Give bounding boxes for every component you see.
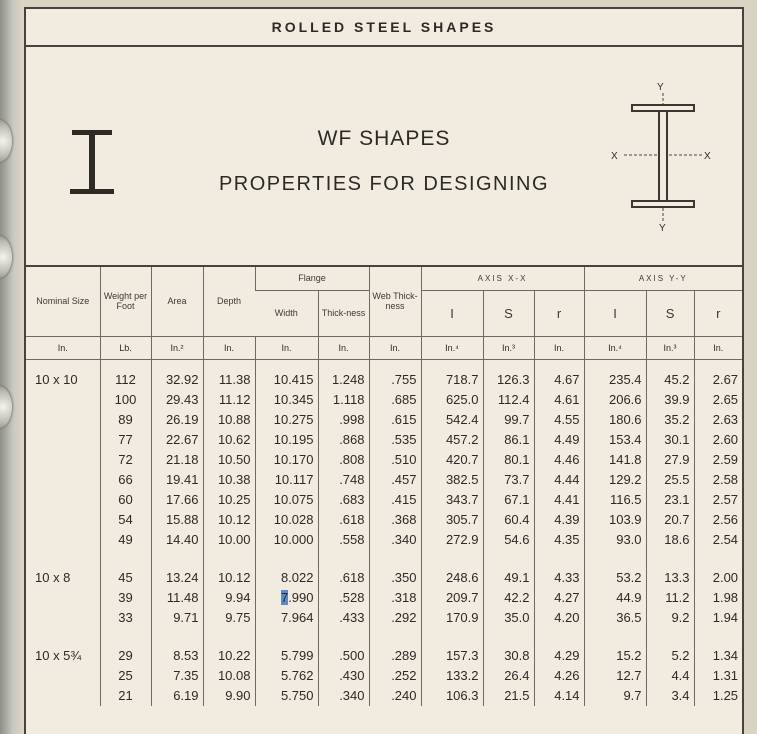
table-cell: 19.41 <box>151 470 203 490</box>
table-cell: 10.345 <box>255 390 318 410</box>
table-cell: 22.67 <box>151 430 203 450</box>
col-s-xx: S <box>483 290 534 336</box>
col-r-xx: r <box>534 290 584 336</box>
table-cell: 10.170 <box>255 450 318 470</box>
nominal-size-cell <box>26 686 100 706</box>
table-cell: .685 <box>369 390 421 410</box>
table-cell: 542.4 <box>421 410 483 430</box>
table-cell: 35.2 <box>646 410 694 430</box>
table-cell: 11.12 <box>203 390 255 410</box>
text-cursor-highlight: 7 <box>280 590 289 605</box>
table-cell: 9.71 <box>151 608 203 628</box>
table-cell: 93.0 <box>584 530 646 550</box>
table-cell: 30.8 <box>483 646 534 666</box>
table-cell: 10.075 <box>255 490 318 510</box>
spacer-cell <box>483 550 534 568</box>
table-cell: 1.94 <box>694 608 742 628</box>
table-cell: .528 <box>318 588 369 608</box>
table-cell: 112 <box>100 370 151 390</box>
table-cell: .318 <box>369 588 421 608</box>
table-cell: 21.18 <box>151 450 203 470</box>
shape-subtitle: PROPERTIES FOR DESIGNING <box>218 173 550 195</box>
table-cell: 112.4 <box>483 390 534 410</box>
table-cell: 10.22 <box>203 646 255 666</box>
table-cell: 10.08 <box>203 666 255 686</box>
nominal-size-cell <box>26 450 100 470</box>
table-cell: .252 <box>369 666 421 686</box>
row-spacer <box>26 550 742 568</box>
table-cell: 4.41 <box>534 490 584 510</box>
table-row <box>26 510 742 530</box>
spacer-cell <box>584 550 646 568</box>
table-cell: 27.9 <box>646 450 694 470</box>
table-cell: 100 <box>100 390 151 410</box>
table-cell: .350 <box>369 568 421 588</box>
table-cell: 21 <box>100 686 151 706</box>
title-area <box>26 47 742 269</box>
table-cell: 10.50 <box>203 450 255 470</box>
table-cell: 36.5 <box>584 608 646 628</box>
col-weight: Weight per Foot <box>100 266 151 336</box>
table-cell: 80.1 <box>483 450 534 470</box>
spacer-cell <box>483 628 534 646</box>
spacer-cell <box>100 550 151 568</box>
spacer-cell <box>534 359 584 370</box>
table-cell: .868 <box>318 430 369 450</box>
spacer-cell <box>151 359 203 370</box>
table-cell: 2.67 <box>694 370 742 390</box>
spacer-cell <box>421 628 483 646</box>
row-spacer <box>26 628 742 646</box>
table-cell: 10.415 <box>255 370 318 390</box>
binder-ring-3 <box>0 386 12 428</box>
table-cell: 4.26 <box>534 666 584 686</box>
table-cell: 11.2 <box>646 588 694 608</box>
row-spacer <box>26 359 742 370</box>
table-row <box>26 608 742 628</box>
nominal-size-cell <box>26 666 100 686</box>
table-cell: 11.48 <box>151 588 203 608</box>
table-cell: 4.33 <box>534 568 584 588</box>
nominal-size-cell: 10 x 5¾ <box>35 648 82 663</box>
table-cell: 60.4 <box>483 510 534 530</box>
nominal-size-cell <box>26 490 100 510</box>
table-cell: 4.35 <box>534 530 584 550</box>
table-cell: 45 <box>100 568 151 588</box>
spacer-cell <box>100 628 151 646</box>
table-cell: .808 <box>318 450 369 470</box>
table-cell: 13.3 <box>646 568 694 588</box>
spacer-cell <box>255 359 318 370</box>
table-cell: .433 <box>318 608 369 628</box>
table-cell: .998 <box>318 410 369 430</box>
table-cell: 10.62 <box>203 430 255 450</box>
table-cell: 72 <box>100 450 151 470</box>
table-cell: 49 <box>100 530 151 550</box>
table-cell: 2.00 <box>694 568 742 588</box>
table-cell: .535 <box>369 430 421 450</box>
table-cell: 5.799 <box>255 646 318 666</box>
table-cell: 2.54 <box>694 530 742 550</box>
table-cell: 5.750 <box>255 686 318 706</box>
table-cell: 1.248 <box>318 370 369 390</box>
table-cell: 10.88 <box>203 410 255 430</box>
table-cell: 18.6 <box>646 530 694 550</box>
spacer-cell <box>203 628 255 646</box>
spacer-cell <box>318 550 369 568</box>
nominal-size-cell <box>26 588 100 608</box>
table-cell: 625.0 <box>421 390 483 410</box>
table-cell: .340 <box>369 530 421 550</box>
nominal-size-cell <box>26 410 100 430</box>
table-cell: 4.20 <box>534 608 584 628</box>
table-cell: .430 <box>318 666 369 686</box>
table-cell: 457.2 <box>421 430 483 450</box>
table-cell: .340 <box>318 686 369 706</box>
y-axis-label-top: Y <box>657 82 664 93</box>
table-row <box>26 370 742 390</box>
table-cell: .457 <box>369 470 421 490</box>
table-cell: 25.5 <box>646 470 694 490</box>
axis-xx-header: AXIS X-X <box>421 266 584 290</box>
table-cell: .240 <box>369 686 421 706</box>
col-nominal-size: Nominal Size <box>26 266 100 336</box>
spacer-cell <box>26 550 100 568</box>
table-cell: 77 <box>100 430 151 450</box>
spacer-cell <box>26 628 100 646</box>
table-cell: 49.1 <box>483 568 534 588</box>
table-row <box>26 430 742 450</box>
unit-cell: In. <box>255 336 318 359</box>
table-cell: 4.39 <box>534 510 584 530</box>
col-depth: Depth <box>203 266 255 336</box>
table-cell: 39.9 <box>646 390 694 410</box>
table-cell: 4.46 <box>534 450 584 470</box>
table-cell: 39 <box>100 588 151 608</box>
table-cell: 7.35 <box>151 666 203 686</box>
table-cell: .500 <box>318 646 369 666</box>
table-cell: 106.3 <box>421 686 483 706</box>
table-cell: 116.5 <box>584 490 646 510</box>
table-cell: 10.195 <box>255 430 318 450</box>
table-cell: 4.29 <box>534 646 584 666</box>
table-row <box>26 470 742 490</box>
table-cell: 5.762 <box>255 666 318 686</box>
table-cell: 180.6 <box>584 410 646 430</box>
table-cell: 11.38 <box>203 370 255 390</box>
table-cell: 20.7 <box>646 510 694 530</box>
table-cell: 2.65 <box>694 390 742 410</box>
table-cell: 35.0 <box>483 608 534 628</box>
table-cell: .292 <box>369 608 421 628</box>
y-axis-label-bottom: Y <box>659 223 666 234</box>
table-cell: 8.53 <box>151 646 203 666</box>
spacer-cell <box>318 359 369 370</box>
col-flange: Flange <box>255 266 369 290</box>
table-cell: 206.6 <box>584 390 646 410</box>
table-cell: 17.66 <box>151 490 203 510</box>
spacer-cell <box>203 359 255 370</box>
nominal-size-cell: 10 x 8 <box>35 570 71 585</box>
table-cell: 53.2 <box>584 568 646 588</box>
table-cell: .683 <box>318 490 369 510</box>
spacer-cell <box>694 550 742 568</box>
table-cell: 29.43 <box>151 390 203 410</box>
table-cell: .289 <box>369 646 421 666</box>
table-cell: 54.6 <box>483 530 534 550</box>
table-row <box>26 686 742 706</box>
table-cell: 13.24 <box>151 568 203 588</box>
nominal-size-cell <box>26 390 100 410</box>
nominal-size-cell <box>26 530 100 550</box>
table-cell: 718.7 <box>421 370 483 390</box>
spacer-cell <box>421 550 483 568</box>
table-cell: 2.57 <box>694 490 742 510</box>
spacer-cell <box>646 359 694 370</box>
table-cell: 133.2 <box>421 666 483 686</box>
nominal-size-cell <box>26 430 100 450</box>
unit-cell: Lb. <box>100 336 151 359</box>
table-cell: 248.6 <box>421 568 483 588</box>
table-cell: 12.7 <box>584 666 646 686</box>
spacer-cell <box>584 359 646 370</box>
binder-edge <box>0 0 24 734</box>
table-cell: 67.1 <box>483 490 534 510</box>
table-cell: 10.38 <box>203 470 255 490</box>
spacer-cell <box>534 628 584 646</box>
unit-cell: In. <box>318 336 369 359</box>
units-row <box>26 336 742 359</box>
unit-cell: In. <box>369 336 421 359</box>
table-cell: 29 <box>100 646 151 666</box>
unit-cell: In. <box>26 336 100 359</box>
unit-cell: In.⁴ <box>421 336 483 359</box>
table-row <box>26 450 742 470</box>
table-cell: 305.7 <box>421 510 483 530</box>
table-cell: 32.92 <box>151 370 203 390</box>
table-cell: 30.1 <box>646 430 694 450</box>
nominal-size-cell <box>26 510 100 530</box>
table-cell: .618 <box>318 568 369 588</box>
unit-cell: In.³ <box>646 336 694 359</box>
table-cell: 15.88 <box>151 510 203 530</box>
x-axis-label-right: X <box>704 151 711 162</box>
table-cell: 86.1 <box>483 430 534 450</box>
table-cell: 10.117 <box>255 470 318 490</box>
table-cell: 1.34 <box>694 646 742 666</box>
binder-ring-2 <box>0 236 12 278</box>
table-row <box>26 588 742 608</box>
axis-yy-header: AXIS Y-Y <box>584 266 742 290</box>
table-cell: 15.2 <box>584 646 646 666</box>
table-cell: 4.27 <box>534 588 584 608</box>
table-cell: 1.31 <box>694 666 742 686</box>
table-cell: 2.63 <box>694 410 742 430</box>
col-r-yy: r <box>694 290 742 336</box>
spacer-cell <box>584 628 646 646</box>
wf-section-diagram <box>608 79 718 235</box>
table-row <box>26 390 742 410</box>
table-cell: .755 <box>369 370 421 390</box>
table-cell: 23.1 <box>646 490 694 510</box>
table-cell: 9.90 <box>203 686 255 706</box>
spacer-cell <box>151 628 203 646</box>
spacer-cell <box>369 628 421 646</box>
col-flange-width: Width <box>255 290 318 336</box>
table-cell: 9.94 <box>203 588 255 608</box>
binder-ring-1 <box>0 120 12 162</box>
spacer-cell <box>369 550 421 568</box>
spacer-cell <box>255 628 318 646</box>
table-cell: 4.44 <box>534 470 584 490</box>
table-cell: 3.4 <box>646 686 694 706</box>
spacer-cell <box>318 628 369 646</box>
unit-cell: In. <box>694 336 742 359</box>
table-cell: 126.3 <box>483 370 534 390</box>
table-row <box>26 666 742 686</box>
table-cell: 10.12 <box>203 568 255 588</box>
table-cell: 9.75 <box>203 608 255 628</box>
table-cell: 73.7 <box>483 470 534 490</box>
table-cell: 343.7 <box>421 490 483 510</box>
table-cell: 44.9 <box>584 588 646 608</box>
table-cell: 129.2 <box>584 470 646 490</box>
col-web-thickness: Web Thick-ness <box>369 266 421 336</box>
table-cell: 14.40 <box>151 530 203 550</box>
table-cell: 2.58 <box>694 470 742 490</box>
col-flange-thickness: Thick-ness <box>318 290 369 336</box>
table-cell: .510 <box>369 450 421 470</box>
table-row <box>26 410 742 430</box>
table-cell: .748 <box>318 470 369 490</box>
col-area: Area <box>151 266 203 336</box>
spacer-cell <box>646 550 694 568</box>
table-cell: 1.98 <box>694 588 742 608</box>
nominal-size-cell: 10 x 10 <box>35 372 78 387</box>
col-i-xx: I <box>421 290 483 336</box>
table-cell: 103.9 <box>584 510 646 530</box>
table-cell: 42.2 <box>483 588 534 608</box>
properties-table <box>26 265 742 706</box>
table-cell: 10.000 <box>255 530 318 550</box>
table-cell: 141.8 <box>584 450 646 470</box>
spacer-cell <box>100 359 151 370</box>
table-cell: 21.5 <box>483 686 534 706</box>
table-cell: 9.2 <box>646 608 694 628</box>
unit-cell: In. <box>203 336 255 359</box>
table-cell: .615 <box>369 410 421 430</box>
table-cell: .558 <box>318 530 369 550</box>
spacer-cell <box>694 628 742 646</box>
table-cell: 4.55 <box>534 410 584 430</box>
table-cell: 10.00 <box>203 530 255 550</box>
table-cell: 1.118 <box>318 390 369 410</box>
spacer-cell <box>483 359 534 370</box>
table-cell: .368 <box>369 510 421 530</box>
table-cell: 25 <box>100 666 151 686</box>
unit-cell: In.³ <box>483 336 534 359</box>
col-i-yy: I <box>584 290 646 336</box>
table-row <box>26 530 742 550</box>
table-cell: 7.964 <box>255 608 318 628</box>
table-cell: 2.56 <box>694 510 742 530</box>
spacer-cell <box>646 628 694 646</box>
spacer-cell <box>151 550 203 568</box>
table-cell: 9.7 <box>584 686 646 706</box>
nominal-size-cell <box>26 470 100 490</box>
table-cell: 2.60 <box>694 430 742 450</box>
table-cell: 157.3 <box>421 646 483 666</box>
table-cell: 235.4 <box>584 370 646 390</box>
table-cell: 8.022 <box>255 568 318 588</box>
table-cell: 89 <box>100 410 151 430</box>
spacer-cell <box>26 359 100 370</box>
table-row <box>26 568 742 588</box>
spacer-cell <box>255 550 318 568</box>
table-cell: 45.2 <box>646 370 694 390</box>
table-body <box>26 359 742 706</box>
table-cell: 4.49 <box>534 430 584 450</box>
unit-cell: In.² <box>151 336 203 359</box>
spacer-cell <box>369 359 421 370</box>
table-cell: 26.19 <box>151 410 203 430</box>
table-cell: 4.14 <box>534 686 584 706</box>
table-row <box>26 646 742 666</box>
x-axis-label-left: X <box>611 151 618 162</box>
spacer-cell <box>421 359 483 370</box>
table-cell: 420.7 <box>421 450 483 470</box>
unit-cell: In. <box>534 336 584 359</box>
table-cell: 99.7 <box>483 410 534 430</box>
table-row <box>26 490 742 510</box>
table-cell: 7.990 <box>255 588 318 608</box>
table-cell: .618 <box>318 510 369 530</box>
table-cell: 209.7 <box>421 588 483 608</box>
table-cell: 5.2 <box>646 646 694 666</box>
page-sheet <box>24 7 744 734</box>
table-cell: 153.4 <box>584 430 646 450</box>
table-cell: 6.19 <box>151 686 203 706</box>
spacer-cell <box>694 359 742 370</box>
table-cell: .415 <box>369 490 421 510</box>
table-cell: 33 <box>100 608 151 628</box>
table-cell: 4.4 <box>646 666 694 686</box>
table-cell: 60 <box>100 490 151 510</box>
nominal-size-cell <box>26 608 100 628</box>
table-cell: 1.25 <box>694 686 742 706</box>
table-cell: 10.25 <box>203 490 255 510</box>
table-cell: 4.67 <box>534 370 584 390</box>
table-cell: 10.12 <box>203 510 255 530</box>
unit-cell: In.⁴ <box>584 336 646 359</box>
table-cell: 54 <box>100 510 151 530</box>
table-cell: 26.4 <box>483 666 534 686</box>
table-cell: 66 <box>100 470 151 490</box>
table-cell: 4.61 <box>534 390 584 410</box>
table-cell: 170.9 <box>421 608 483 628</box>
band-title: ROLLED STEEL SHAPES <box>26 9 742 47</box>
table-cell: 10.275 <box>255 410 318 430</box>
spacer-cell <box>534 550 584 568</box>
table-cell: 10.028 <box>255 510 318 530</box>
table-cell: 382.5 <box>421 470 483 490</box>
col-s-yy: S <box>646 290 694 336</box>
table-cell: 272.9 <box>421 530 483 550</box>
table-cell: 2.59 <box>694 450 742 470</box>
spacer-cell <box>203 550 255 568</box>
shape-title: WF SHAPES <box>317 127 451 150</box>
